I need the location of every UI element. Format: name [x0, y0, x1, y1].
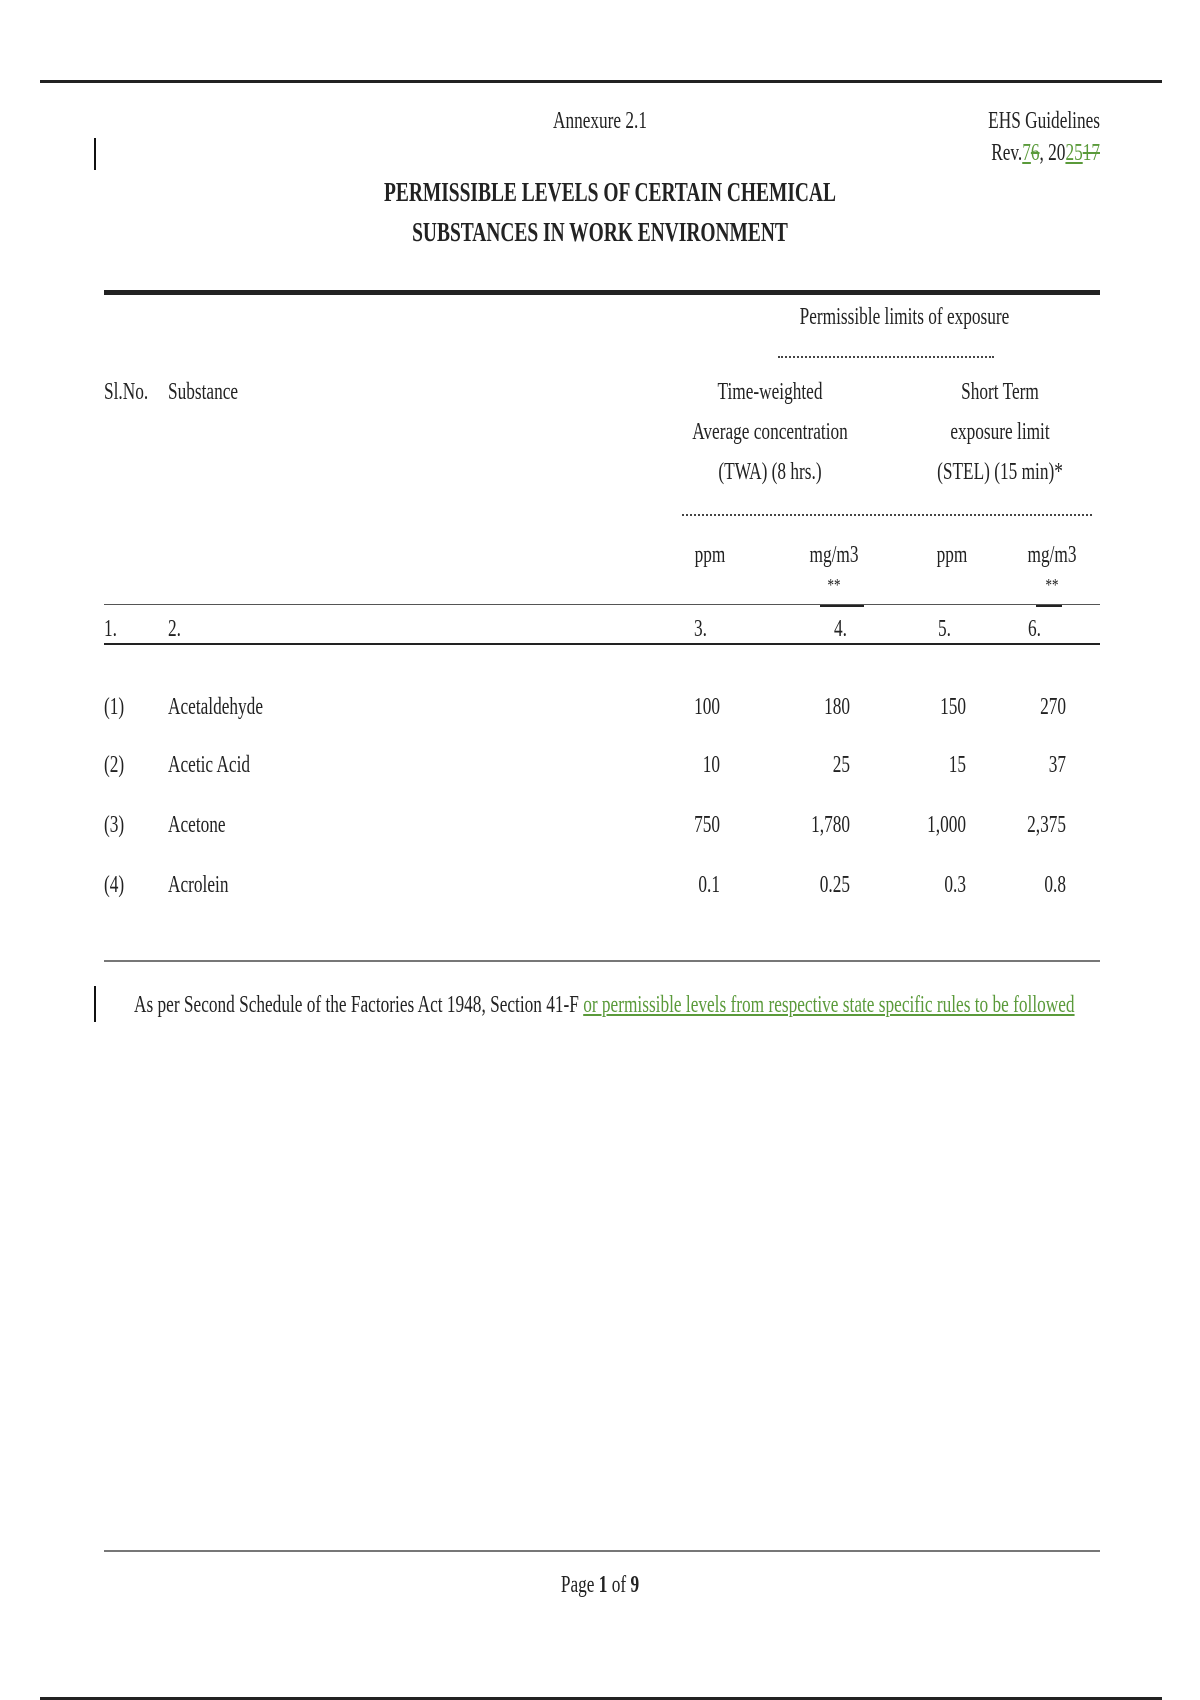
footnote-inserted-text: or permissible levels from respective state specific rules to be followed: [583, 992, 1075, 1018]
col-number-4: 4.: [834, 616, 847, 642]
revision-new: 6: [1030, 140, 1040, 166]
col-header-slno: Sl.No.: [104, 379, 149, 405]
cell-substance: Acetaldehyde: [168, 694, 263, 720]
cell-substance: Acetic Acid: [168, 752, 251, 778]
cell-stel-mg: 2,375: [1027, 812, 1066, 838]
group-header-dotted-rule: [778, 356, 994, 358]
revision-info: [942, 138, 1100, 168]
unit-stel-ppm: ppm: [936, 542, 968, 568]
cell-substance: Acrolein: [168, 872, 229, 898]
cell-twa-mg: 1,780: [811, 812, 850, 838]
twa-header-line2: Average concentration: [692, 419, 848, 445]
cell-stel-ppm: 1,000: [927, 812, 966, 838]
revision-prefix: Rev.: [991, 140, 1023, 166]
revision-year-prefix: , 20: [1039, 140, 1066, 166]
page-label: Page: [560, 1572, 595, 1598]
cell-twa-mg: 180: [824, 694, 850, 720]
stel-header-line1: Short Term: [961, 379, 1039, 405]
page-title-line1: PERMISSIBLE LEVELS OF CERTAIN CHEMICAL: [384, 177, 836, 207]
table-top-rule: [104, 290, 1100, 295]
subheader-dotted-rule: [682, 514, 1092, 516]
cell-twa-ppm: 10: [702, 752, 720, 778]
footnote-text: As per Second Schedule of the Factories Act 1948, Section 41-F: [134, 992, 579, 1018]
header-top-rule: [40, 80, 1162, 83]
cell-twa-mg: 0.25: [819, 872, 850, 898]
col-number-1: 1.: [104, 616, 117, 642]
col-header-substance: Substance: [168, 379, 239, 405]
col-number-2: 2.: [168, 616, 181, 642]
stel-header-line3: (STEL) (15 min)*: [937, 459, 1063, 485]
twa-header-line3: (TWA) (8 hrs.): [718, 459, 822, 485]
col-numbers-top-rule: [104, 604, 1100, 605]
unit-twa-mg-note: **: [827, 575, 841, 595]
page-total: 9: [630, 1572, 640, 1598]
revision-year-new: 25: [1065, 140, 1083, 166]
cell-stel-ppm: 15: [948, 752, 966, 778]
cell-stel-ppm: 0.3: [944, 872, 966, 898]
annexure-label: Annexure 2.1: [552, 108, 648, 134]
twa-header-line1: Time-weighted: [717, 379, 823, 405]
page-number: [528, 1570, 672, 1600]
cell-substance: Acetone: [168, 812, 226, 838]
change-bar-footnote: [94, 986, 96, 1022]
cell-twa-mg: 25: [832, 752, 850, 778]
cell-sl: (3): [104, 812, 125, 838]
cell-stel-mg: 37: [1048, 752, 1066, 778]
unit-note-marker-1: [820, 605, 864, 607]
unit-twa-mg: mg/m3: [809, 542, 859, 568]
cell-twa-ppm: 0.1: [698, 872, 720, 898]
unit-twa-ppm: ppm: [694, 542, 726, 568]
page-of: of: [611, 1572, 627, 1598]
footer-rule: [104, 1550, 1100, 1552]
page-current: 1: [598, 1572, 608, 1598]
revision-year-old: 17: [1082, 140, 1100, 166]
cell-twa-ppm: 750: [694, 812, 720, 838]
col-numbers-bottom-rule: [104, 643, 1100, 645]
page-title-line2: SUBSTANCES IN WORK ENVIRONMENT: [412, 217, 788, 247]
table-bottom-rule: [104, 960, 1100, 962]
cell-sl: (4): [104, 872, 125, 898]
col-number-6: 6.: [1028, 616, 1041, 642]
change-bar-header: [94, 138, 96, 170]
footnote: [134, 990, 1075, 1020]
col-number-3: 3.: [694, 616, 707, 642]
cell-stel-mg: 270: [1040, 694, 1066, 720]
group-header: Permissible limits of exposure: [799, 304, 1010, 330]
guideline-title: EHS Guidelines: [988, 108, 1100, 134]
cell-stel-mg: 0.8: [1044, 872, 1066, 898]
unit-note-marker-2: [1036, 605, 1062, 607]
unit-stel-mg: mg/m3: [1027, 542, 1077, 568]
cell-sl: (1): [104, 694, 125, 720]
cell-sl: (2): [104, 752, 125, 778]
unit-stel-mg-note: **: [1045, 575, 1059, 595]
cell-stel-ppm: 150: [940, 694, 966, 720]
stel-header-line2: exposure limit: [950, 419, 1050, 445]
revision-old: 7: [1022, 140, 1031, 166]
cell-twa-ppm: 100: [694, 694, 720, 720]
col-number-5: 5.: [938, 616, 951, 642]
